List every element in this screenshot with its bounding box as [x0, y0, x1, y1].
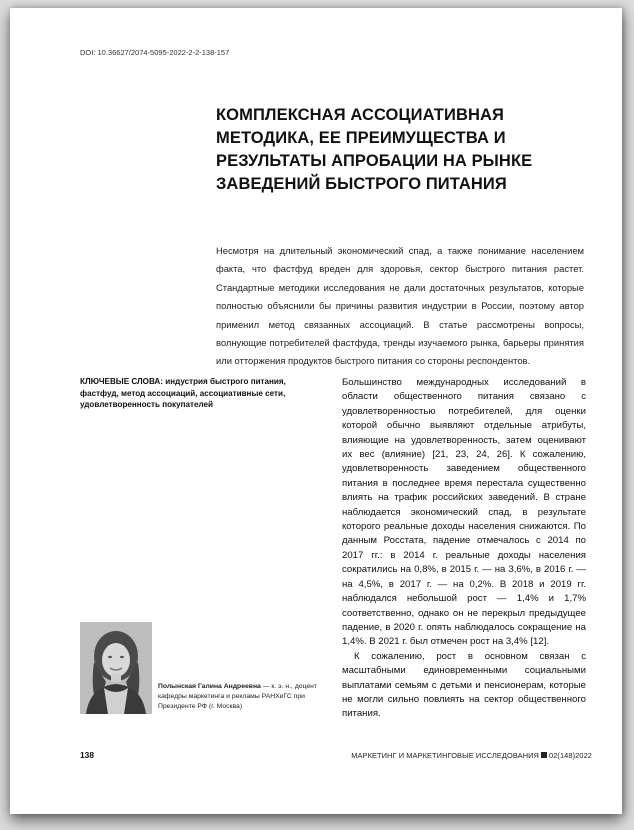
journal-issue: 02(148)2022 [548, 751, 592, 760]
author-name: Полынская Галина Андреевна [158, 683, 261, 690]
page-number: 138 [80, 750, 94, 760]
article-title: КОМПЛЕКСНАЯ АССОЦИАТИВНАЯ МЕТОДИКА, ЕЕ ПРЕИМУЩЕСТВА И РЕЗУЛЬТАТЫ АПРОБАЦИИ НА РЫНКЕ ЗАВЕДЕНИЙ БЫСТРОГО ПИТАНИЯ [216, 106, 533, 193]
body-paragraph-1: Большинство международных исследований в области общественного питания связано с удовлетворенностью потребителей, для оценки которой обычно выявляют отдельные атрибуты, влияющие на удовлетворенность, затем оценивают их вес (влияние) [21, 23, 24, 26]. К сожалению, удовлетворенность заведением общественного питания в последнее время перестала существенно влиять на трафик российских заведений. В стране наблюдается экономический спад, в результате которого реальные доходы населения снижаются. По данным Росстата, падение отмечалось с 2014 по 2017 гг.: в 2014 г. реальные доходы населения сократились на 0,8%, в 2015 г. — на 3,6%, в 2016 г. — на 4,5%, в 2017 г. — на 0,2%. В 2018 и 2019 гг. наблюдался небольшой рост — 1,4% и 1,7% соответственно, однако он не перекрыл предыдущее падение, в 2020 г. опять наблюдалось сокращение на 1,4%. В 2021 г. был отмечен рост на 3,4% [12]. [342, 377, 586, 648]
author-portrait-icon [80, 622, 152, 714]
article-page [10, 8, 622, 814]
journal-footer [351, 751, 592, 760]
doi-line: DOI: 10.36627/2074-5095-2022-2-2-138-157 [80, 48, 230, 57]
body-paragraph-2: К сожалению, рост в основном связан с масштабными единовременными социальными выплатами семьям с детьми и пенсионерам, которые не могли сильно повлиять на сектор общественного питания. [342, 650, 586, 720]
abstract: Несмотря на длительный экономический спад, а также понимание населением факта, что фастфуд вреден для здоровья, сектор быстрого питания растет. Стандартные методики исследования не дали достаточных результатов, которые полностью объяснили бы причины развития индустрии в России, поэтому автор применил метод связанных ассоциаций. В статье рассмотрены вопросы, волнующие потребителей фастфуда, тренды изучаемого рынка, барьеры принятия или отторжения продуктов быстрого питания со стороны респондентов. [216, 245, 584, 367]
author-info [158, 682, 330, 712]
author-details: — к. э. н., доцент кафедры маркетинга и рекламы РАНХиГС при Президенте РФ (г. Москва) [158, 683, 318, 710]
keywords-label: КЛЮЧЕВЫЕ СЛОВА: [80, 377, 163, 386]
keywords [80, 376, 322, 411]
keywords-text: индустрия быстрого питания, фастфуд, метод ассоциаций, ассоциативные сети, удовлетворенность покупателей [80, 377, 286, 410]
author-photo [80, 622, 152, 714]
square-separator-icon [541, 752, 547, 758]
journal-name: МАРКЕТИНГ И МАРКЕТИНГОВЫЕ ИССЛЕДОВАНИЯ [351, 751, 539, 760]
body-text [342, 376, 586, 722]
